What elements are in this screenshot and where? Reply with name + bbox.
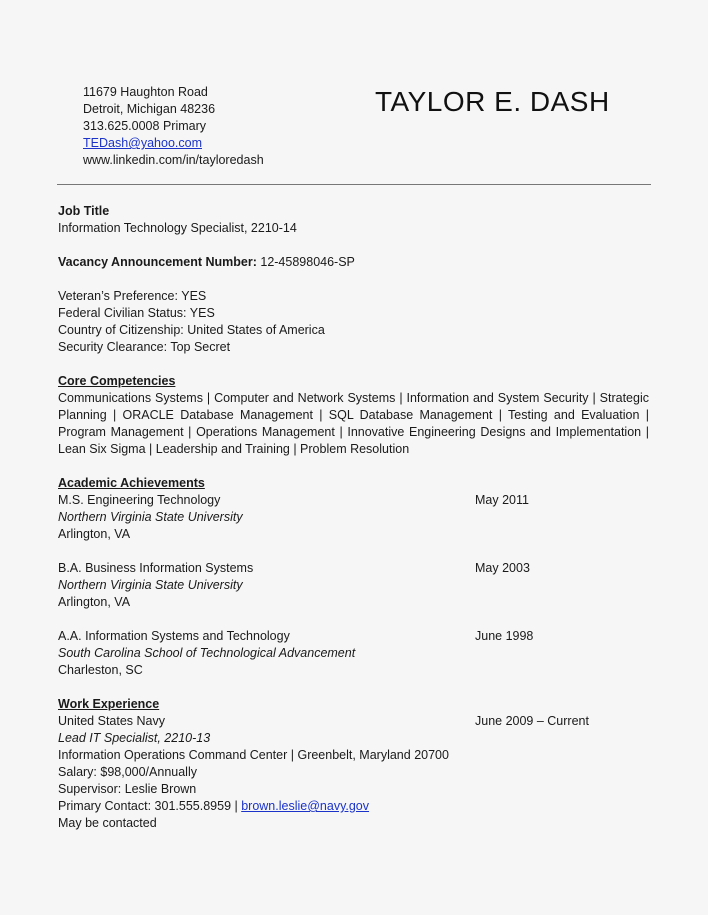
status-security-clearance: Security Clearance: Top Secret [58,340,231,354]
work-contact [58,798,649,815]
work-contact-note: May be contacted [58,816,157,830]
work-supervisor: Supervisor: Leslie Brown [58,782,197,796]
academics-heading: Academic Achievements [58,476,205,490]
degree-date: June 1998 [475,629,534,643]
school: Northern Virginia State University [58,578,243,592]
work-contact-prefix: Primary Contact: 301.555.8959 | [58,799,242,813]
work-position: Lead IT Specialist, 2210-13 [58,731,211,745]
status-veterans-preference: Veteran’s Preference: YES [58,289,207,303]
degree: M.S. Engineering Technology [58,493,221,507]
job-title: Information Technology Specialist, 2210-14 [58,221,297,235]
status-citizenship: Country of Citizenship: United States of America [58,323,325,337]
phone: 313.625.0008 Primary [83,119,206,133]
email-link[interactable]: TEDash@yahoo.com [83,136,202,150]
degree: A.A. Information Systems and Technology [58,629,290,643]
competencies-text: Communications Systems | Computer and Network Systems | Information and System Security | Strategic Planning | ORACLE Database Management | SQL Database Management | Testing and Evaluation | Program Management | Operations Management | Innovative Engineering Designs and Implementation | Lean Six Sigma | Leadership and Training | Problem Resolution [58,391,649,456]
candidate-name: TAYLOR E. DASH [375,86,610,117]
school-location: Charleston, SC [58,663,143,677]
address-line-1: 11679 Haughton Road [83,85,208,99]
vacancy-number: 12-45898046-SP [256,255,355,269]
resume-body [58,203,649,832]
contact-block [83,84,264,169]
work-heading: Work Experience [58,697,160,711]
address-line-2: Detroit, Michigan 48236 [83,102,216,116]
status-federal-civilian: Federal Civilian Status: YES [58,306,215,320]
school-location: Arlington, VA [58,527,131,541]
competencies-heading: Core Competencies [58,374,176,388]
academic-item [58,492,649,509]
work-salary: Salary: $98,000/Annually [58,765,197,779]
header-divider [57,184,651,185]
school-location: Arlington, VA [58,595,131,609]
supervisor-email-link[interactable]: brown.leslie@navy.gov [241,799,370,813]
academic-item [58,560,649,577]
school: South Carolina School of Technological Advancement [58,646,356,660]
job-title-label: Job Title [58,204,110,218]
academic-item [58,628,649,645]
work-location: Information Operations Command Center | Greenbelt, Maryland 20700 [58,748,449,762]
linkedin-url: www.linkedin.com/in/tayloredash [83,153,264,167]
degree-date: May 2003 [475,561,530,575]
work-employer-row [58,713,649,730]
degree: B.A. Business Information Systems [58,561,254,575]
employer: United States Navy [58,714,165,728]
work-date: June 2009 – Current [475,714,589,728]
degree-date: May 2011 [475,493,529,507]
vacancy-line [58,254,649,271]
vacancy-label: Vacancy Announcement Number: [58,255,257,269]
school: Northern Virginia State University [58,510,243,524]
